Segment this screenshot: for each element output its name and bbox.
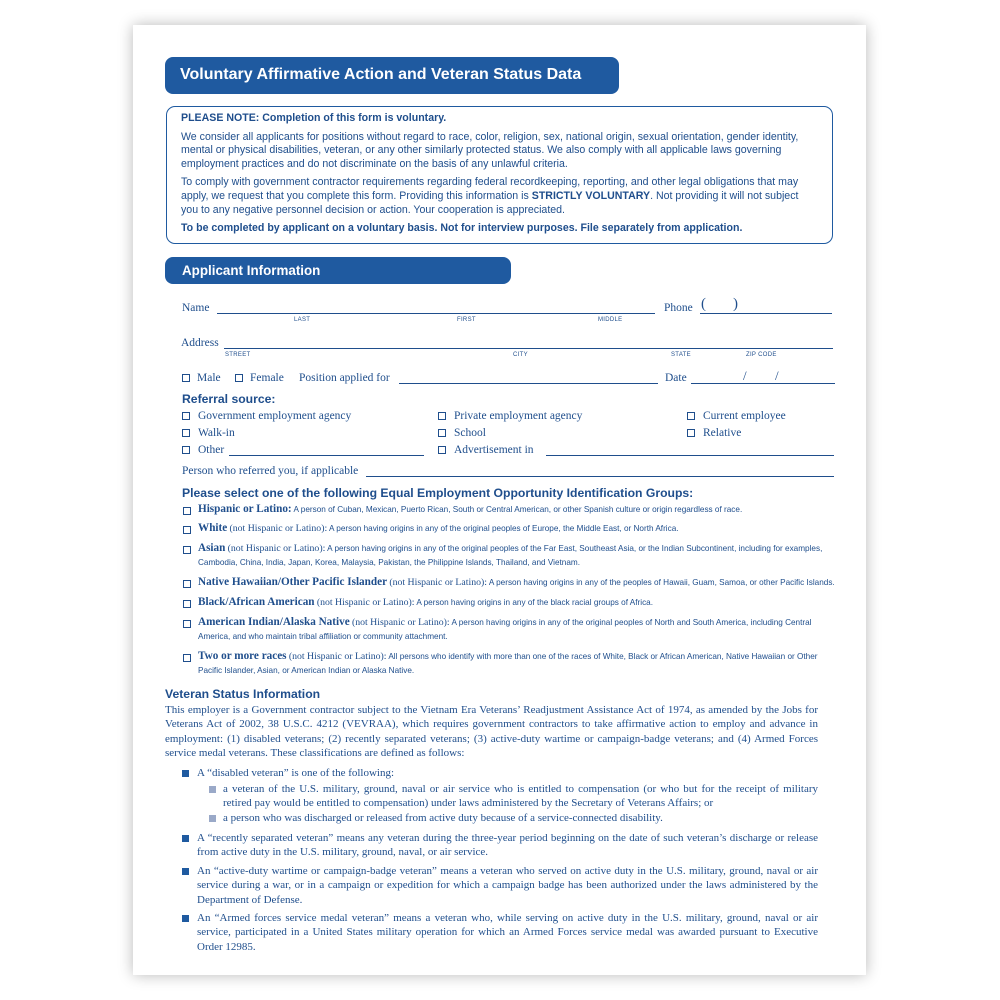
name-sub-last: LAST bbox=[294, 317, 311, 323]
eeo-white-option: White (not Hispanic or Latino): A person having origins in any of the original peoples of Europe, the Middle East, or North Africa. bbox=[198, 522, 679, 534]
referral-relative-label: Relative bbox=[703, 427, 742, 439]
eeo-pacific-islander-option: Native Hawaiian/Other Pacific Islander (not Hispanic or Latino): A person having origins in any of the peoples of Hawaii, Guam, Samoa, or other Pacific Islands. bbox=[198, 576, 835, 588]
eeo-black-checkbox[interactable] bbox=[183, 600, 191, 608]
form-title-banner bbox=[165, 57, 619, 94]
referral-gov-agency-label: Government employment agency bbox=[198, 410, 352, 422]
referral-current-employee-label: Current employee bbox=[703, 410, 786, 422]
notice-paragraph-1: We consider all applicants for positions without regard to race, color, religion, sex, national origin, sexual orientation, gender identity, mental or physical disabilities, veteran, or any other similarly protected status. We also comply with all applicable laws governing employment practices and do not discriminate on the basis of any unlawful criteria. bbox=[181, 130, 799, 170]
eeo-asian-checkbox[interactable] bbox=[183, 546, 191, 554]
veteran-sub-2-marker bbox=[209, 815, 216, 822]
referred-by-label: Person who referred you, if applicable bbox=[182, 465, 359, 477]
veteran-bullet-1: A “disabled veteran” is one of the following: bbox=[197, 767, 395, 779]
eeo-hispanic-checkbox[interactable] bbox=[183, 507, 191, 515]
address-sub-state: STATE bbox=[671, 352, 691, 358]
veteran-intro: This employer is a Government contractor subject to the Vietnam Era Veterans’ Readjustment Assistance Act of 1974, as amended by the Jobs for Veterans Act of 2002, 38 U.S.C. 4212 (VEVRAA), which requires government contractors to take affirmative action to employ and advance in employment: (1) disabled veterans; (2) recently separated veterans; (3) active-duty wartime or campaign-badge veterans; and (4) Armed Forces service medal veterans. These classifications are defined as follows: bbox=[165, 704, 818, 759]
referral-other-field[interactable] bbox=[229, 455, 424, 456]
eeo-hispanic-option: Hispanic or Latino: A person of Cuban, Mexican, Puerto Rican, South or Central American, or other Spanish culture or origin regardless of race. bbox=[198, 503, 743, 515]
phone-area-close: ) bbox=[733, 296, 738, 312]
male-checkbox[interactable] bbox=[182, 374, 190, 382]
referral-relative-checkbox[interactable] bbox=[687, 429, 695, 437]
eeo-black-option: Black/African American (not Hispanic or Latino): A person having origins in any of the black racial groups of Africa. bbox=[198, 596, 653, 608]
eeo-heading: Please select one of the following Equal Employment Opportunity Identification Groups: bbox=[182, 486, 694, 500]
veteran-bullet-3-marker bbox=[182, 868, 189, 875]
notice-footer: To be completed by applicant on a voluntary basis. Not for interview purposes. File separately from application. bbox=[181, 222, 743, 235]
female-checkbox[interactable] bbox=[235, 374, 243, 382]
referral-advertisement-checkbox[interactable] bbox=[438, 446, 446, 454]
veteran-bullet-1-marker bbox=[182, 770, 189, 777]
name-label: Name bbox=[182, 302, 210, 314]
veteran-bullet-2-marker bbox=[182, 835, 189, 842]
referral-other-label: Other bbox=[198, 444, 225, 456]
form-title: Voluntary Affirmative Action and Veteran Status Data bbox=[180, 66, 582, 83]
veteran-sub-1-marker bbox=[209, 786, 216, 793]
position-field[interactable] bbox=[399, 383, 658, 384]
name-field[interactable] bbox=[217, 313, 655, 314]
date-slash-1: / bbox=[743, 368, 747, 383]
veteran-sub-1: a veteran of the U.S. military, ground, naval or air service who is entitled to compensation (or who but for the receipt of military retired pay would be entitled to compensation) under laws administered by the Secretary of Veterans Affairs; or bbox=[223, 783, 818, 810]
phone-area-open: ( bbox=[701, 296, 706, 312]
referral-walkin-checkbox[interactable] bbox=[182, 429, 190, 437]
veteran-bullet-4-marker bbox=[182, 915, 189, 922]
address-sub-city: CITY bbox=[513, 352, 528, 358]
eeo-american-indian-checkbox[interactable] bbox=[183, 620, 191, 628]
eeo-american-indian-option: American Indian/Alaska Native (not Hispanic or Latino): A person having origins in any of the original peoples of North and South America, including Central America, and who maintain tribal affiliation or community attachment. bbox=[198, 616, 812, 641]
female-label: Female bbox=[250, 372, 284, 384]
referral-current-employee-checkbox[interactable] bbox=[687, 412, 695, 420]
referral-school-checkbox[interactable] bbox=[438, 429, 446, 437]
referral-private-agency-label: Private employment agency bbox=[454, 410, 583, 422]
veteran-bullet-2: A “recently separated veteran” means any veteran during the three-year period beginning on the date of such veteran’s discharge or release from active duty in the U.S. military, ground, naval, or air service. bbox=[197, 832, 818, 859]
referral-advertisement-field[interactable] bbox=[546, 455, 834, 456]
eeo-pacific-islander-checkbox[interactable] bbox=[183, 580, 191, 588]
eeo-two-or-more-option: Two or more races (not Hispanic or Latino): All persons who identify with more than one of the races of White, Black or African American, Native Hawaiian or Other Pacific Islander, Asian, or American Indian or Alaska Native. bbox=[198, 650, 818, 675]
referred-by-field[interactable] bbox=[366, 476, 834, 477]
address-field[interactable] bbox=[224, 348, 833, 349]
name-sub-first: FIRST bbox=[457, 317, 476, 323]
address-sub-street: STREET bbox=[225, 352, 251, 358]
address-label: Address bbox=[181, 337, 219, 349]
notice-paragraph-2: To comply with government contractor requirements regarding federal recordkeeping, reporting, and other legal obligations that may apply, we request that you complete this form. Providing this information is STRICTLY VOLUNTARY. Not providing it will not subject you to any negative personnel decision or action. Your cooperation is appreciated. bbox=[181, 176, 799, 216]
eeo-white-checkbox[interactable] bbox=[183, 526, 191, 534]
referral-advertisement-label: Advertisement in bbox=[454, 444, 534, 456]
eeo-two-or-more-checkbox[interactable] bbox=[183, 654, 191, 662]
position-label: Position applied for bbox=[299, 372, 390, 384]
name-sub-middle: MIDDLE bbox=[598, 317, 623, 323]
referral-gov-agency-checkbox[interactable] bbox=[182, 412, 190, 420]
referral-heading: Referral source: bbox=[182, 392, 276, 406]
referral-private-agency-checkbox[interactable] bbox=[438, 412, 446, 420]
date-slash-2: / bbox=[775, 368, 779, 383]
notice-heading: PLEASE NOTE: Completion of this form is voluntary. bbox=[181, 112, 447, 124]
applicant-section-banner bbox=[165, 257, 511, 284]
applicant-section-title: Applicant Information bbox=[182, 263, 321, 278]
veteran-heading: Veteran Status Information bbox=[165, 687, 321, 701]
address-sub-zip: ZIP CODE bbox=[746, 352, 777, 358]
date-label: Date bbox=[665, 372, 687, 384]
phone-label: Phone bbox=[664, 302, 693, 314]
phone-field[interactable] bbox=[700, 313, 832, 314]
referral-school-label: School bbox=[454, 427, 486, 439]
referral-walkin-label: Walk-in bbox=[198, 427, 235, 439]
eeo-asian-option: Asian (not Hispanic or Latino): A person having origins in any of the original peoples of the Far East, Southeast Asia, or the Indian Subcontinent, including for examples, Cambodia, China, India, Japan, Korea, Malaysia, Pakistan, the Philippine Islands, Thailand, and Vietnam. bbox=[198, 542, 823, 567]
date-field[interactable] bbox=[691, 383, 835, 384]
veteran-sub-2: a person who was discharged or released from active duty because of a service-connected disability. bbox=[223, 812, 663, 824]
veteran-bullet-4: An “Armed forces service medal veteran” means a veteran who, while serving on active duty in the U.S. military, ground, naval or air service, participated in a United States military operation for which an Armed Forces service medal was awarded pursuant to Executive Order 12985. bbox=[197, 912, 818, 953]
male-label: Male bbox=[197, 372, 221, 384]
veteran-bullet-3: An “active-duty wartime or campaign-badge veteran” means a veteran who served on active duty in the U.S. military, ground, naval or air service during a war, or in a campaign or expedition for which a campaign badge has been authorized under the laws administered by the Department of Defense. bbox=[197, 865, 818, 906]
voluntary-notice-box bbox=[166, 106, 833, 244]
referral-other-checkbox[interactable] bbox=[182, 446, 190, 454]
